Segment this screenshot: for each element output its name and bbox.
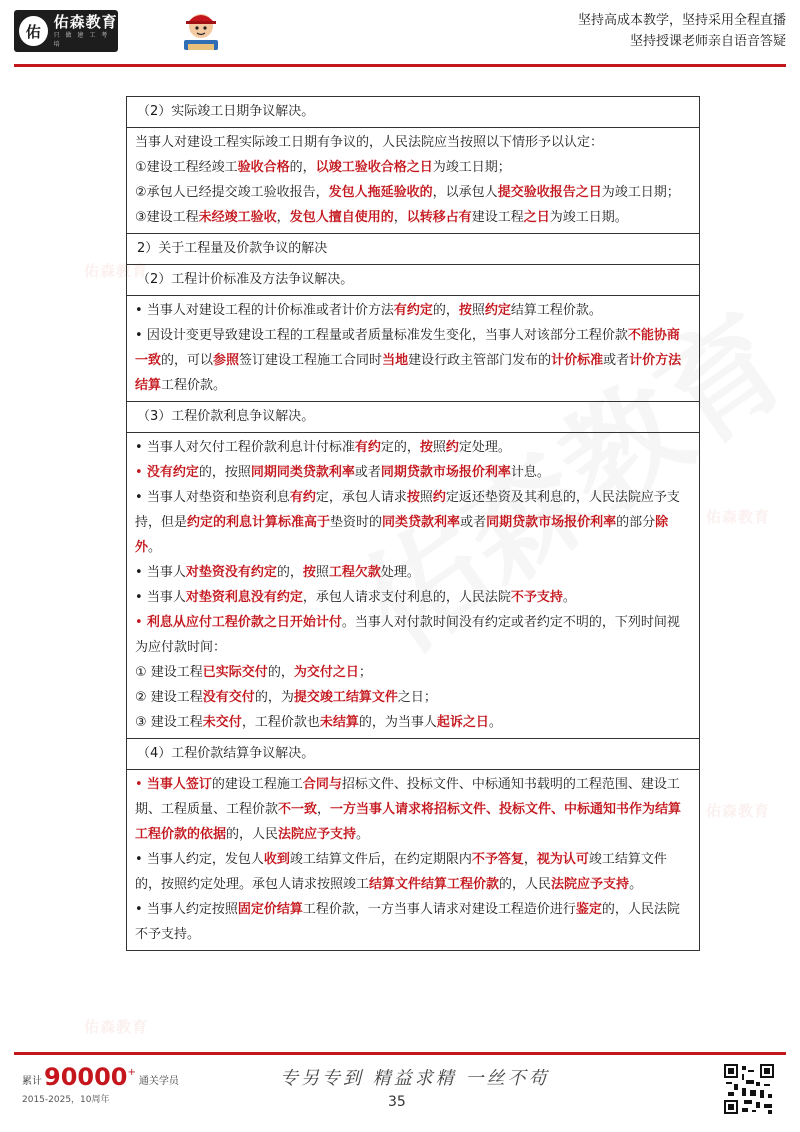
text-segment: ； (358, 665, 372, 680)
text-segment: 的，人民法院不予支持。 (135, 902, 680, 942)
text-segment: ， (393, 210, 407, 225)
highlight-text: 法院应予支持 (551, 877, 630, 892)
text-segment: 当事人约定，发包人 (146, 852, 264, 867)
text-segment: 当事人对欠付工程价款利息计付标准 (146, 440, 355, 455)
header-divider (14, 64, 786, 67)
highlight-text: 同期贷款市场报价利率 (486, 515, 617, 530)
stat-number: 90000 (44, 1063, 128, 1091)
section-body (127, 770, 699, 951)
text-segment: 或者 (460, 515, 487, 530)
text-segment: ，承包人请求支付利息的，人民法院 (302, 590, 511, 605)
section-heading (127, 234, 699, 265)
highlight-text: 未经竣工验收 (198, 210, 277, 225)
highlight-text: 不能协商一致 (135, 328, 680, 368)
highlight-text: 发包人擅自使用的 (289, 210, 394, 225)
text-segment: 或者 (603, 353, 630, 368)
handwritten-motto: 专另专到 精益求精 一丝不苟 (280, 1068, 550, 1089)
highlight-text: 合同与 (302, 777, 342, 792)
text-segment: 照 (315, 565, 329, 580)
highlight-text: 没有交付 (202, 690, 255, 705)
logo-name: 佑森教育 (53, 13, 118, 31)
highlight-text: 对垫资没有约定 (185, 565, 277, 580)
text-line (135, 155, 691, 180)
text-segment: 因设计变更导致建设工程的工程量或者质量标准发生变化，当事人对该部分工程价款 (146, 328, 628, 343)
page-header (0, 0, 800, 62)
stat-plus: + (127, 1067, 136, 1078)
text-segment: 当事人对建设工程的计价标准或者计价方法 (146, 303, 394, 318)
bullet-item (135, 460, 691, 485)
text-segment: （2）实际竣工日期争议解决。 (137, 104, 315, 119)
text-segment: ③ 建设工程 (135, 715, 203, 730)
text-segment: 的， (267, 665, 294, 680)
brand-logo (14, 10, 118, 52)
text-segment: 建设行政主管部门发布的 (408, 353, 552, 368)
bullet-item (135, 298, 691, 323)
highlight-text: 同期同类贷款利率 (250, 465, 355, 480)
text-line (135, 130, 691, 155)
highlight-text: 结算文件结算工程价款 (369, 877, 500, 892)
highlight-text: 当事人签订 (146, 777, 212, 792)
bullet-item (135, 610, 691, 660)
text-segment: ①建设工程经竣工 (135, 160, 238, 175)
highlight-text: 对垫资利息没有约定 (185, 590, 303, 605)
text-segment: 定，承包人请求 (315, 490, 407, 505)
text-segment: 的，可以 (161, 353, 214, 368)
stat-years: 2015-2025，10周年 (22, 1095, 110, 1105)
text-segment: 的，按照 (198, 465, 251, 480)
qr-code-icon (724, 1064, 774, 1114)
logo-mark-icon: 佑 (19, 16, 48, 46)
watermark: 佑森教育 (706, 802, 771, 820)
highlight-text: 参照 (213, 353, 240, 368)
text-segment: 为竣工日期； (601, 185, 680, 200)
text-segment: 当事人 (146, 565, 186, 580)
bullet-item (135, 323, 691, 398)
text-line (137, 236, 691, 261)
bullet-item (135, 435, 691, 460)
text-segment: 的，人民 (499, 877, 552, 892)
text-line (135, 180, 691, 205)
text-segment: 。 (629, 877, 643, 892)
text-segment: 定处理。 (458, 440, 511, 455)
text-segment: ，工程价款也 (241, 715, 320, 730)
text-segment: 工程价款，一方当事人请求对建设工程造价进行 (302, 902, 576, 917)
text-segment: 的，人民 (226, 827, 279, 842)
highlight-text: 同期贷款市场报价利率 (380, 465, 511, 480)
text-segment: 结算工程价款。 (510, 303, 602, 318)
highlight-text: 为交付之日 (293, 665, 359, 680)
highlight-text: 除外 (135, 515, 669, 555)
text-segment: ， (276, 210, 290, 225)
text-segment: ， (317, 802, 331, 817)
highlight-text: 约 (445, 440, 459, 455)
text-segment: （3）工程价款利息争议解决。 (137, 409, 315, 424)
text-segment: 工程价款。 (161, 378, 227, 393)
text-segment: 的建设工程施工 (211, 777, 303, 792)
highlight-text: 有约 (289, 490, 316, 505)
highlight-text: 计价方法结算 (135, 353, 682, 393)
highlight-text: 已实际交付 (202, 665, 268, 680)
highlight-text: 利息从应付工程价款之日开始计付 (146, 615, 342, 630)
text-segment: 定的， (380, 440, 420, 455)
highlight-text: 不一致 (278, 802, 318, 817)
highlight-text: 有约定 (393, 303, 433, 318)
text-line (137, 404, 691, 429)
text-segment: 的， (289, 160, 316, 175)
highlight-text: 鉴定 (575, 902, 602, 917)
text-line (137, 267, 691, 292)
text-segment: 签订建设工程施工合同时 (239, 353, 383, 368)
text-segment: 为竣工日期。 (549, 210, 628, 225)
bullet-item (135, 847, 691, 897)
text-segment: 或者 (354, 465, 381, 480)
highlight-text: 按 (458, 303, 472, 318)
text-segment: 之日； (397, 690, 437, 705)
text-segment: 处理。 (380, 565, 420, 580)
section-body (127, 296, 699, 402)
text-segment: 当事人对建设工程实际竣工日期有争议的，人民法院应当按照以下情形予以认定： (135, 135, 604, 150)
text-segment: 。 (488, 715, 502, 730)
text-segment: 照 (432, 440, 446, 455)
text-segment: （2）工程计价标准及方法争议解决。 (137, 272, 354, 287)
bullet-item (135, 485, 691, 560)
highlight-text: 视为认可 (536, 852, 589, 867)
highlight-text: 不予答复 (471, 852, 524, 867)
highlight-text: 计价标准 (551, 353, 604, 368)
content-table (126, 96, 700, 951)
text-line (135, 685, 691, 710)
text-segment: 的，为 (254, 690, 294, 705)
highlight-text: 以竣工验收合格之日 (315, 160, 433, 175)
highlight-text: 工程欠款 (328, 565, 381, 580)
footer-divider (14, 1052, 786, 1055)
text-segment: 招标文件、投标文件、中标通知书载明的工程范围、建设工期、工程质量、工程价款 (135, 777, 680, 817)
section-heading (127, 739, 699, 770)
watermark: 佑森教育 (706, 508, 771, 526)
highlight-text: 法院应予支持 (278, 827, 357, 842)
text-segment: ②承包人已经提交竣工验收报告， (135, 185, 329, 200)
page-number: 35 (388, 1094, 406, 1110)
highlight-text: 不予支持 (510, 590, 563, 605)
text-segment: 竣工结算文件后，在约定期限内 (289, 852, 472, 867)
bullet-item (135, 560, 691, 585)
text-segment: 垫资时的 (330, 515, 383, 530)
highlight-text: 约定 (484, 303, 511, 318)
highlight-text: 收到 (263, 852, 290, 867)
text-segment: 为竣工日期； (432, 160, 511, 175)
watermark: 佑森教育 (84, 1018, 149, 1036)
highlight-text: 固定价结算 (237, 902, 303, 917)
text-segment: 定返还垫资及其利息的，人民法院应予支持，但是 (135, 490, 680, 530)
highlight-text: 之日 (523, 210, 550, 225)
text-segment: 。 (562, 590, 576, 605)
highlight-text: 没有约定 (146, 465, 199, 480)
text-segment: ，以承包人 (432, 185, 498, 200)
text-segment: （4）工程价款结算争议解决。 (137, 746, 315, 761)
highlight-text: 按 (419, 440, 433, 455)
highlight-text: 按 (302, 565, 316, 580)
text-segment: 建设工程 (471, 210, 524, 225)
section-body (127, 433, 699, 739)
highlight-text: 一方当事人请求将招标文件、投标文件、中标通知书作为结算工程价款的依据 (135, 802, 682, 842)
text-segment: ， (523, 852, 537, 867)
text-segment: 的，为当事人 (358, 715, 437, 730)
text-segment: 计息。 (510, 465, 550, 480)
text-segment: 。 (148, 540, 162, 555)
text-segment: 照 (471, 303, 485, 318)
bullet-item (135, 772, 691, 847)
text-segment: 的部分 (616, 515, 656, 530)
stat-suffix: 通关学员 (138, 1076, 179, 1087)
text-segment: 照 (419, 490, 433, 505)
highlight-text: 起诉之日 (436, 715, 489, 730)
highlight-text: 发包人拖延验收的 (328, 185, 433, 200)
section-heading (127, 265, 699, 296)
text-segment: 的， (432, 303, 459, 318)
text-line (135, 205, 691, 230)
highlight-text: 同类贷款利率 (382, 515, 461, 530)
text-segment: 当事人对垫资和垫资利息 (146, 490, 290, 505)
highlight-text: 提交竣工结算文件 (293, 690, 398, 705)
highlight-text: 未结算 (319, 715, 359, 730)
text-segment: 竣工结算文件的，按照约定处理。承包人请求按照竣工 (135, 852, 667, 892)
highlight-text: 约 (432, 490, 446, 505)
text-line (135, 660, 691, 685)
text-segment: ③建设工程 (135, 210, 199, 225)
text-line (137, 99, 691, 124)
highlight-text: 当地 (382, 353, 409, 368)
section-heading (127, 97, 699, 128)
text-segment: 。 (356, 827, 370, 842)
highlight-text: 验收合格 (237, 160, 290, 175)
text-segment: 。当事人对付款时间没有约定或者约定不明的，下列时间视为应付款时间： (135, 615, 680, 655)
text-line (135, 710, 691, 735)
text-segment: ② 建设工程 (135, 690, 203, 705)
text-segment: 当事人约定按照 (146, 902, 238, 917)
text-segment: ① 建设工程 (135, 665, 203, 680)
text-line (137, 741, 691, 766)
text-segment: 当事人 (146, 590, 186, 605)
stat-prefix: 累计 (22, 1076, 42, 1087)
watermark: 佑森教育 (84, 262, 149, 280)
text-segment: 的， (276, 565, 303, 580)
highlight-text: 未交付 (202, 715, 242, 730)
highlight-text: 按 (406, 490, 420, 505)
highlight-text: 提交验收报告之日 (497, 185, 602, 200)
mascot-icon (178, 6, 224, 56)
section-body (127, 128, 699, 234)
section-heading (127, 402, 699, 433)
bullet-item (135, 585, 691, 610)
slogan-line-1: 坚持高成本教学，坚持采用全程直播 (577, 13, 786, 28)
bullet-item (135, 897, 691, 947)
student-stat (22, 1064, 179, 1105)
logo-tagline: 只 做 建 工 考 培 (53, 32, 110, 48)
header-slogan (578, 10, 786, 52)
highlight-text: 有约 (354, 440, 381, 455)
highlight-text: 约定的利息计算标准高于 (187, 515, 331, 530)
text-segment: 2）关于工程量及价款争议的解决 (137, 241, 328, 256)
highlight-text: 以转移占有 (406, 210, 472, 225)
slogan-line-2: 坚持授课老师亲自语音答疑 (629, 34, 786, 49)
